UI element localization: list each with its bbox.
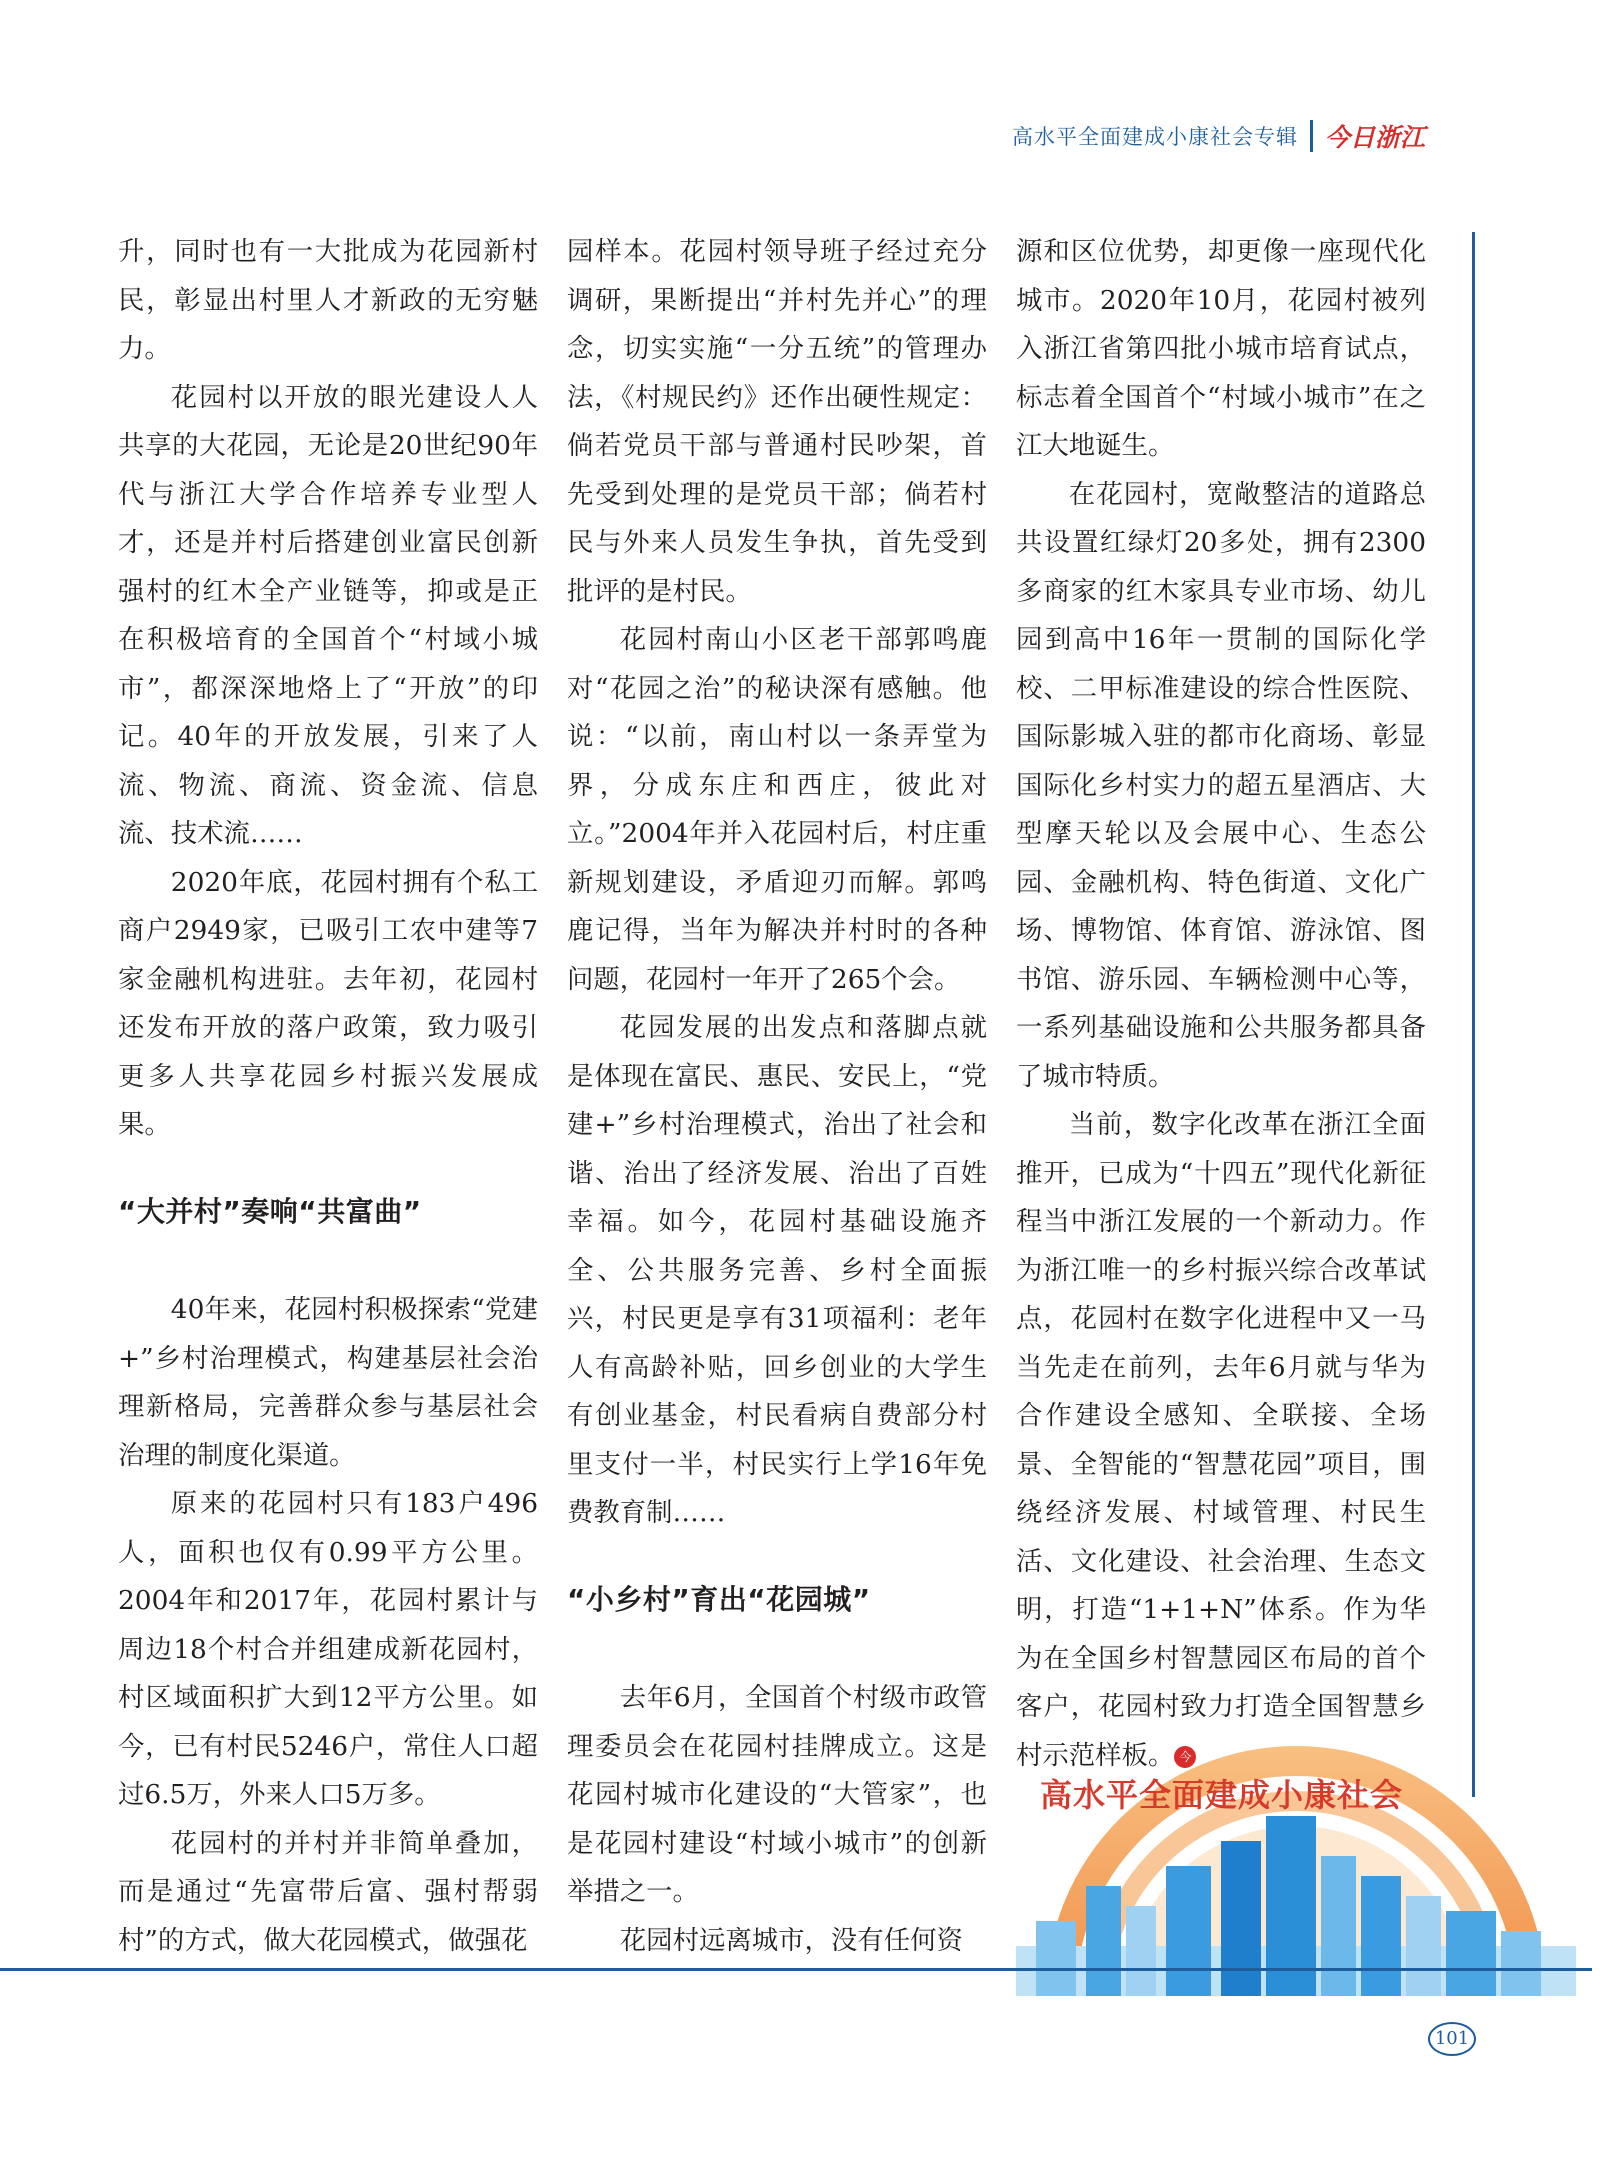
bottom-rule — [0, 1968, 1592, 1971]
paragraph: 源和区位优势，却更像一座现代化城市。2020年10月，花园村被列入浙江省第四批小城市培育试点，标志着全国首个“村域小城市”在之江大地诞生。 — [1016, 236, 1426, 461]
paragraph: 花园村的并村并非简单叠加，而是通过“先富带后富、强村帮弱村”的方式，做大花园模式，做强花 — [118, 1827, 538, 1956]
text-column-3 — [1016, 228, 1426, 1780]
paragraph: 40年来，花园村积极探索“党建+”乡村治理模式，构建基层社会治理新格局，完善群众参与基层社会治理的制度化渠道。 — [118, 1294, 538, 1471]
paragraph: 2020年底，花园村拥有个私工商户2949家，已吸引工农中建等7家金融机构进驻。去年初，花园村还发布开放的落户政策，致力吸引更多人共享花园乡村振兴发展成果。 — [118, 866, 538, 1140]
paragraph: 花园村以开放的眼光建设人人共享的大花园，无论是20世纪90年代与浙江大学合作培养专业型人才，还是并村后搭建创业富民创新强村的红木全产业链等，抑或是正在积极培育的全国首个“村域小城市”，都深深地烙上了“开放”的印记。40年的开放发展，引来了人流、物流、商流、资金流、信息流、技术流…… — [118, 381, 538, 849]
graphic-title: 高水平全面建成小康社会 — [1040, 1776, 1404, 1814]
magazine-logo: 今日浙江 — [1324, 123, 1425, 152]
paragraph: 去年6月，全国首个村级市政管理委员会在花园村挂牌成立。这是花园村城市化建设的“大管家”，也是花园村建设“村域小城市”的创新举措之一。 — [567, 1682, 987, 1907]
section-heading: “大并村”奏响“共富曲” — [118, 1194, 422, 1228]
paragraph-text: 当前，数字化改革在浙江全面推开，已成为“十四五”现代化新征程当中浙江发展的一个新动力。作为浙江唯一的乡村振兴综合改革试点，花园村在数字化进程中又一马当先走在前列，去年6月就与华为合作建设全感知、全联接、全场景、全智能的“智慧花园”项目，围绕经济发展、村域管理、村民生活、文化建设、社会治理、生态文明，打造“1+1+N”体系。作为华为在全国乡村智慧园区布局的首个客户，花园村致力打造全国智慧乡村示范样板。 — [1016, 1109, 1426, 1771]
text-column-2 — [567, 228, 987, 1965]
paragraph: 花园村南山小区老干部郭鸣鹿对“花园之治”的秘诀深有感触。他说：“以前，南山村以一条弄堂为界，分成东庄和西庄，彼此对立。”2004年并入花园村后，村庄重新规划建设，矛盾迎刃而解。郭鸣鹿记得，当年为解决并村时的各种问题，花园村一年开了265个会。 — [567, 624, 987, 995]
paragraph: 花园村远离城市，没有任何资 — [619, 1924, 963, 1956]
section-heading: “小乡村”育出“花园城” — [567, 1582, 871, 1616]
paragraph: 升，同时也有一大批成为花园新村民，彰显出村里人才新政的无穷魅力。 — [118, 236, 538, 364]
paragraph: 园样本。花园村领导班子经过充分调研，果断提出“并村先并心”的理念，切实实施“一分五统”的管理办法，《村规民约》还作出硬性规定：倘若党员干部与普通村民吵架，首先受到处理的是党员干部；倘若村民与外来人员发生争执，首先受到批评的是村民。 — [567, 236, 987, 607]
running-header — [1012, 118, 1425, 154]
article-end-icon: 今 — [1174, 1746, 1196, 1768]
section-label: 高水平全面建成小康社会专辑 — [1011, 125, 1298, 149]
paragraph: 原来的花园村只有183户496人，面积也仅有0.99平方公里。2004年和2017年，花园村累计与周边18个村合并组建成新花园村，村区域面积扩大到12平方公里。如今，已有村民5246户，常住人口超过6.5万，外来人口5万多。 — [118, 1488, 538, 1810]
paragraph: 在花园村，宽敞整洁的道路总共设置红绿灯20多处，拥有2300多商家的红木家具专业市场、幼儿园到高中16年一贯制的国际化学校、二甲标准建设的综合性医院、国际影城入驻的都市化商场、彰显国际化乡村实力的超五星酒店、大型摩天轮以及会展中心、生态公园、金融机构、特色街道、文化广场、博物馆、体育馆、游泳馆、图书馆、游乐园、车辆检测中心等，一系列基础设施和公共服务都具备了城市特质。 — [1016, 478, 1426, 1092]
paragraph: 花园发展的出发点和落脚点就是体现在富民、惠民、安民上，“党建+”乡村治理模式，治出了社会和谐、治出了经济发展、治出了百姓幸福。如今，花园村基础设施齐全、公共服务完善、乡村全面振兴，村民更是享有31项福利：老年人有高龄补贴，回乡创业的大学生有创业基金，村民看病自费部分村里支付一半，村民实行上学16年免费教育制…… — [567, 1012, 987, 1528]
right-column-rule — [1472, 232, 1475, 1797]
header-divider — [1310, 120, 1313, 152]
page-number: 101 — [1428, 2022, 1476, 2056]
paragraph — [1016, 1101, 1426, 1780]
text-column-1 — [118, 228, 538, 1965]
